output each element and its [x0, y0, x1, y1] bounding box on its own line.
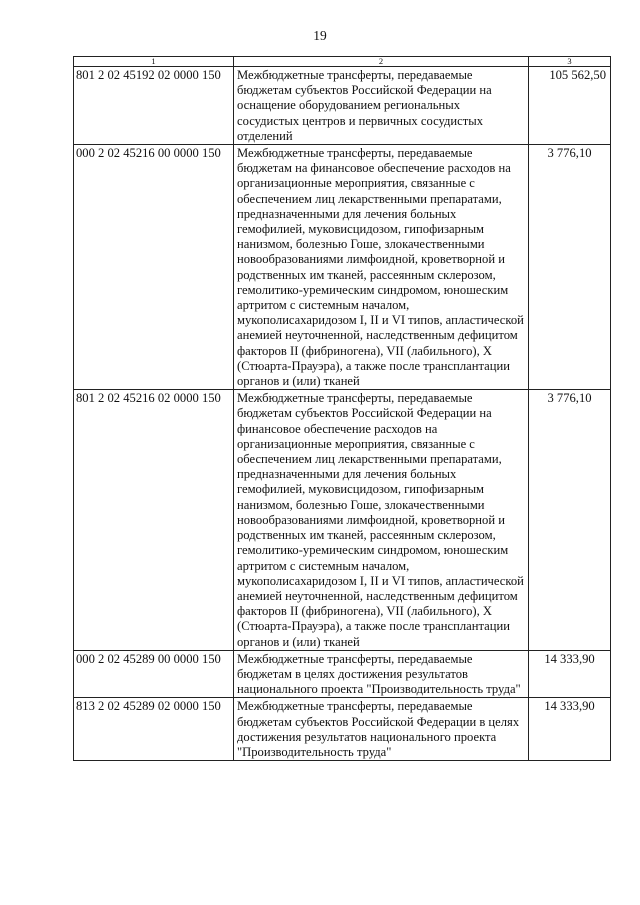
column-header-code: 1: [74, 57, 234, 67]
budget-code-cell: 813 2 02 45289 02 0000 150: [74, 698, 234, 761]
table-row: [74, 67, 611, 145]
budget-table: [73, 56, 611, 761]
budget-code-cell: 801 2 02 45216 02 0000 150: [74, 390, 234, 650]
description-cell: Межбюджетные трансферты, передаваемые бюджетам в целях достижения результатов национального проекта "Производительность труда": [234, 650, 529, 698]
column-header-amount: 3: [529, 57, 611, 67]
table-row: [74, 650, 611, 698]
description-cell: Межбюджетные трансферты, передаваемые бюджетам субъектов Российской Федерации на оснащение оборудованием региональных сосудистых центров и первичных сосудистых отделений: [234, 67, 529, 145]
budget-code-cell: 000 2 02 45289 00 0000 150: [74, 650, 234, 698]
table-header-row: [74, 57, 611, 67]
table-row: [74, 145, 611, 390]
description-cell: Межбюджетные трансферты, передаваемые бюджетам субъектов Российской Федерации на финансовое обеспечение расходов на организационные мероприятия, связанные с обеспечением лиц лекарственными препаратами, предназначенными для лечения больных гемофилией, муковисцидозом, гипофизарным нанизмом, болезнью Гоше, злокачественными новообразованиями лимфоидной, кроветворной и родственных им тканей, рассеянным склерозом, гемолитико-уремическим синдромом, юношеским артритом с системным началом, мукополисахаридозом I, II и VI типов, апластической анемией неуточненной, наследственным дефицитом факторов II (фибриногена), VII (лабильного), X (Стюарта-Прауэра), а также после трансплантации органов и (или) тканей: [234, 390, 529, 650]
budget-code-cell: 801 2 02 45192 02 0000 150: [74, 67, 234, 145]
description-cell: Межбюджетные трансферты, передаваемые бюджетам на финансовое обеспечение расходов на организационные мероприятия, связанные с обеспечением лиц лекарственными препаратами, предназначенными для лечения больных гемофилией, муковисцидозом, гипофизарным нанизмом, болезнью Гоше, злокачественными новообразованиями лимфоидной, кроветворной и родственных им тканей, рассеянным склерозом, гемолитико-уремическим синдромом, юношеским артритом с системным началом, мукополисахаридозом I, II и VI типов, апластической анемией неуточненной, наследственным дефицитом факторов II (фибриногена), VII (лабильного), X (Стюарта-Прауэра), а также после трансплантации органов и (или) тканей: [234, 145, 529, 390]
amount-cell: 3 776,10: [529, 145, 611, 390]
table-row: [74, 698, 611, 761]
column-header-description: 2: [234, 57, 529, 67]
amount-cell: 14 333,90: [529, 698, 611, 761]
budget-code-cell: 000 2 02 45216 00 0000 150: [74, 145, 234, 390]
page-number: 19: [313, 28, 327, 43]
amount-cell: 105 562,50: [529, 67, 611, 145]
amount-cell: 3 776,10: [529, 390, 611, 650]
table-row: [74, 390, 611, 650]
amount-cell: 14 333,90: [529, 650, 611, 698]
description-cell: Межбюджетные трансферты, передаваемые бюджетам субъектов Российской Федерации в целях достижения результатов национального проекта "Производительность труда": [234, 698, 529, 761]
